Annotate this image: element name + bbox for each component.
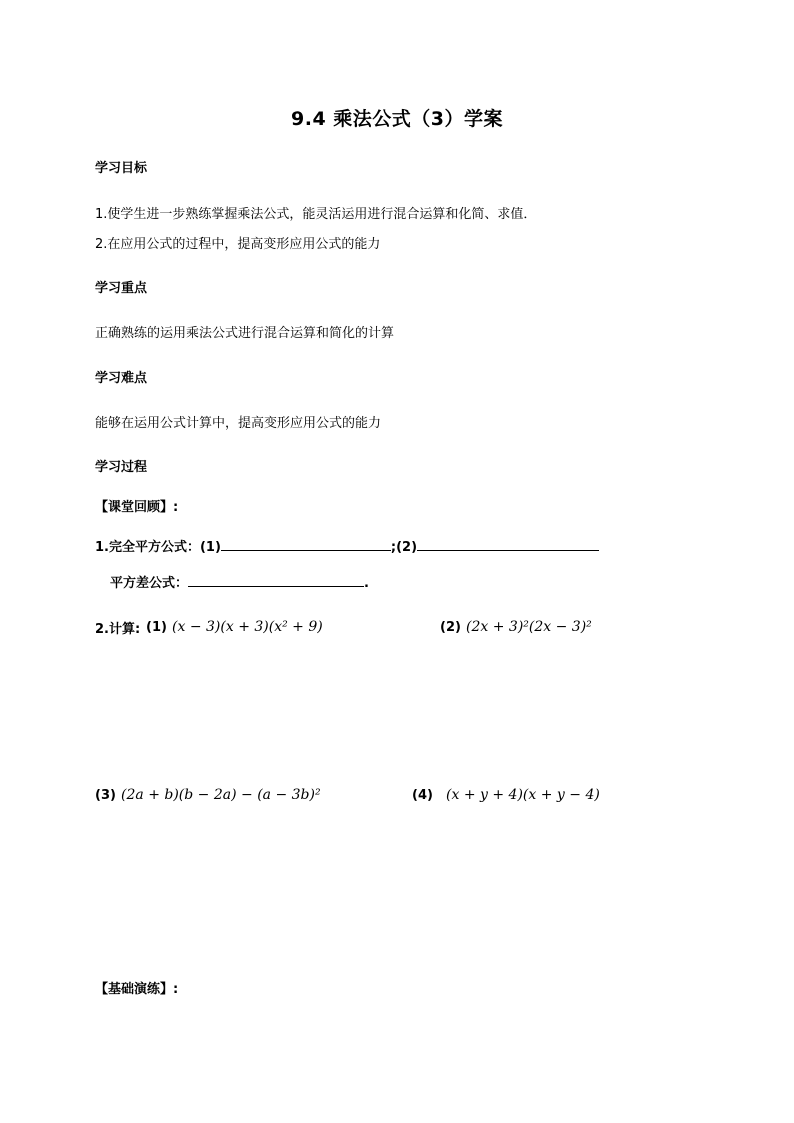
problem-4-expression: (x + y + 4)(x + y − 4) [446, 787, 600, 803]
problem-4 [412, 784, 600, 803]
q1-diff-squares-line [110, 572, 369, 591]
key-points-heading: 学习重点 [95, 281, 148, 296]
problem-3 [95, 784, 321, 803]
key-points-text: 正确熟练的运用乘法公式进行混合运算和简化的计算 [95, 326, 395, 341]
blank-perfect-square-2[interactable] [417, 536, 599, 551]
page-title: 9.4 乘法公式（3）学案 [291, 108, 503, 130]
problem-2-expression: (2x + 3)²(2x − 3)² [466, 619, 592, 635]
problem-1-expression: (x − 3)(x + 3)(x² + 9) [172, 619, 323, 635]
q1-end-mark: . [364, 576, 369, 591]
problem-1 [146, 616, 323, 635]
difficulties-heading: 学习难点 [95, 371, 148, 386]
diff-squares-label: 平方差公式： [110, 576, 189, 591]
q2-label: 2.计算: [95, 622, 141, 637]
practice-label: 【基础演练】: [95, 982, 179, 997]
problem-3-expression: (2a + b)(b − 2a) − (a − 3b)² [121, 787, 321, 803]
q1-perfect-square-line [95, 536, 599, 555]
problem-2 [440, 616, 592, 635]
objectives-heading: 学习目标 [95, 161, 148, 176]
difficulties-text: 能够在运用公式计算中，提高变形应用公式的能力 [95, 416, 382, 431]
objective-item-2: 2.在应用公式的过程中，提高变形应用公式的能力 [95, 237, 381, 252]
q1-separator: ;(2) [390, 540, 418, 555]
problem-1-number: (1) [146, 620, 167, 635]
problem-4-number: (4) [412, 788, 433, 803]
blank-perfect-square-1[interactable] [221, 536, 391, 551]
process-heading: 学习过程 [95, 460, 148, 475]
problem-3-number: (3) [95, 788, 116, 803]
review-label: 【课堂回顾】: [95, 500, 179, 515]
problem-2-number: (2) [440, 620, 461, 635]
blank-difference-of-squares[interactable] [188, 572, 364, 587]
objective-item-1: 1.使学生进一步熟练掌握乘法公式，能灵活运用进行混合运算和化简、求值． [95, 207, 537, 222]
q1-label: 1.完全平方公式：(1) [95, 540, 221, 555]
